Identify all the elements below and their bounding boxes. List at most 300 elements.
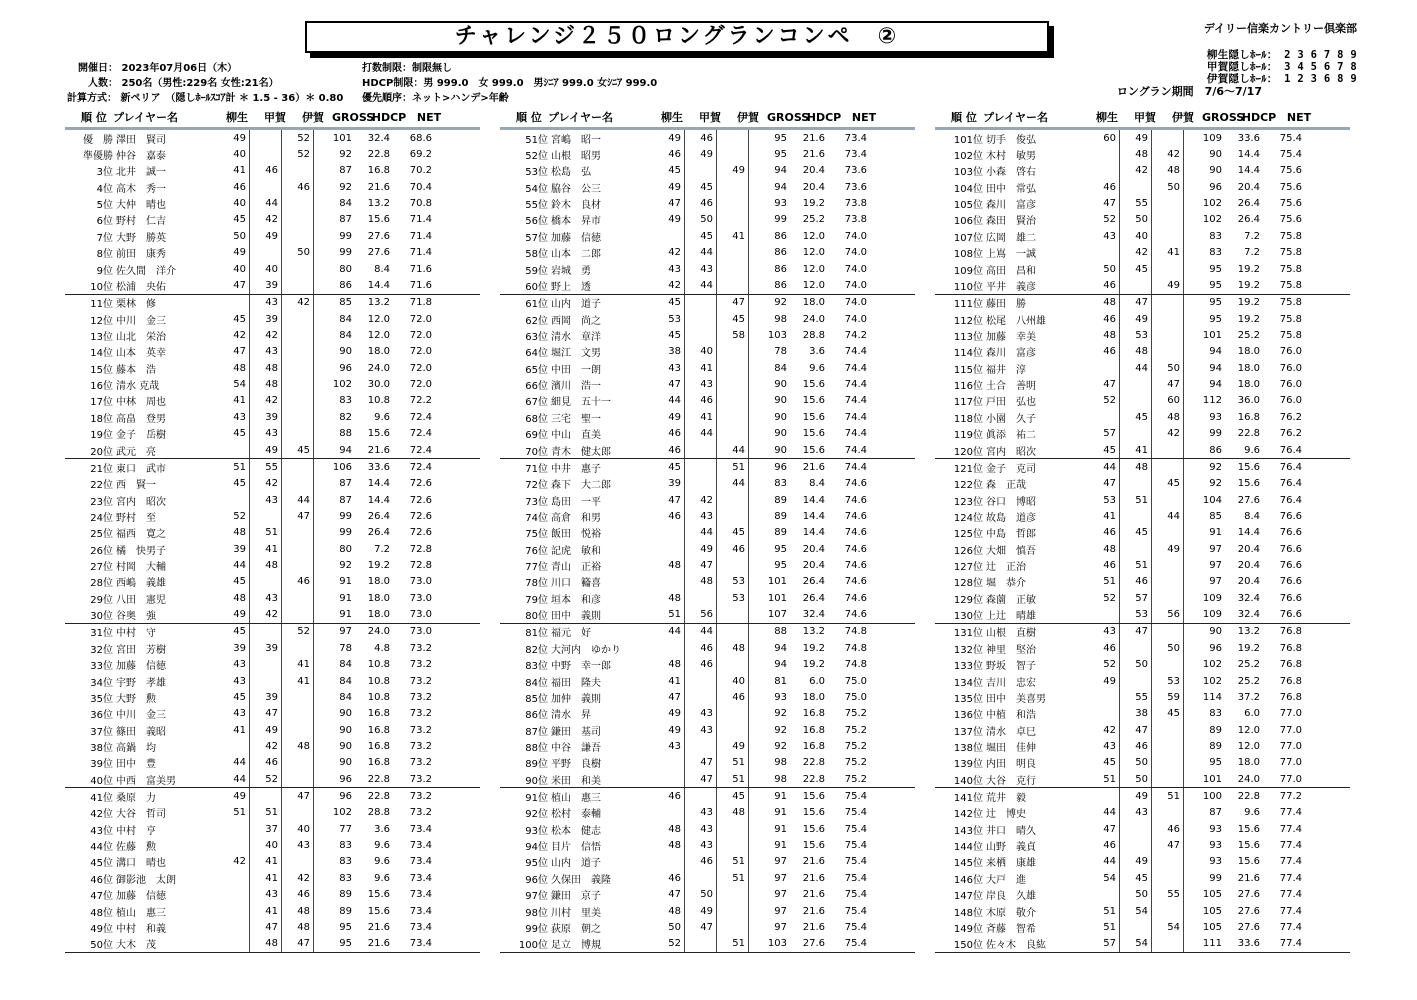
table-cell: 74.4 — [844, 411, 867, 423]
table-row — [500, 311, 915, 327]
table-cell: 84 — [339, 659, 352, 671]
table-cell: 120位 — [953, 446, 983, 458]
table-cell: 溝口 晴也 — [116, 858, 166, 870]
table-row — [500, 624, 915, 640]
table-cell: 91 — [1209, 527, 1222, 539]
table-cell: 49 — [250, 442, 282, 458]
table-cell: 47 — [653, 492, 685, 508]
table-cell: 86位 — [525, 710, 548, 722]
table-cell: 21.6 — [1237, 872, 1260, 884]
table-cell: 75位 — [525, 529, 548, 541]
table-cell: 平井 義彦 — [986, 281, 1036, 293]
table-cell: 28.8 — [802, 329, 825, 341]
table-cell: 3.6 — [809, 346, 825, 358]
table-cell: 123位 — [953, 496, 983, 508]
table-cell: 81 — [774, 675, 787, 687]
page-title: チャレンジ２５０ロングランコンペ ② — [305, 21, 1049, 53]
table-cell: 73位 — [525, 496, 548, 508]
table-cell: 27位 — [90, 562, 113, 574]
table-cell: 26.4 — [1237, 198, 1260, 210]
table-cell: 73.4 — [409, 840, 432, 852]
table-cell: 45 — [218, 425, 250, 441]
table-cell: 6位 — [96, 216, 113, 228]
hdcp-limit: HDCP制限：男 999.0 女 999.0 男ｼﾆｱ 999.0 女ｼﾆｱ 999.0 — [362, 78, 658, 89]
table-cell: 49 — [653, 409, 685, 425]
table-cell: 71.4 — [409, 247, 432, 259]
table-cell: 77.0 — [1279, 757, 1302, 769]
table-cell — [250, 130, 282, 146]
table-cell: 鎌田 基司 — [551, 726, 601, 738]
table-cell: 42 — [1120, 245, 1152, 261]
table-row — [500, 606, 915, 623]
table-row — [935, 476, 1350, 492]
table-cell — [1152, 574, 1184, 590]
table-cell: 木村 敏男 — [986, 151, 1036, 163]
table-cell: 54 — [1120, 936, 1152, 952]
table-cell: 71.4 — [409, 230, 432, 242]
table-cell — [685, 590, 717, 606]
table-cell: 48 — [1120, 344, 1152, 360]
table-cell: 47 — [653, 689, 685, 705]
table-cell: 44 — [1088, 459, 1120, 475]
table-cell: 山北 栄治 — [116, 331, 166, 343]
table-cell: 50 — [1120, 887, 1152, 903]
table-cell: 中野 幸一郎 — [551, 661, 611, 673]
table-cell: 14.4 — [1237, 149, 1260, 161]
table-cell: 75.2 — [844, 724, 867, 736]
table-cell: 来栖 康雄 — [986, 858, 1036, 870]
table-cell — [1088, 163, 1120, 179]
table-cell: 104 — [1202, 494, 1222, 506]
table-cell: 131位 — [953, 628, 983, 640]
table-cell: 福元 好 — [551, 628, 591, 640]
table-cell: 102 — [1202, 214, 1222, 226]
table-cell: 73.4 — [409, 889, 432, 901]
table-cell: 96 — [339, 362, 352, 374]
table-row — [935, 344, 1350, 360]
table-cell: 21.6 — [367, 444, 390, 456]
table-cell: 127位 — [953, 562, 983, 574]
table-cell: 48 — [250, 360, 282, 376]
table-cell: 46 — [282, 179, 314, 195]
table-cell: 松本 健志 — [551, 825, 601, 837]
table-cell: 47 — [653, 195, 685, 211]
table-cell — [282, 393, 314, 409]
table-cell: 82位 — [525, 644, 548, 656]
table-row — [500, 837, 915, 853]
table-cell: 加藤 信徳 — [551, 232, 601, 244]
table-cell: 26.4 — [1237, 214, 1260, 226]
table-cell: 77.2 — [1279, 791, 1302, 803]
table-cell: 52位 — [525, 151, 548, 163]
table-cell: 86 — [774, 230, 787, 242]
table-cell: 49 — [1120, 130, 1152, 146]
column-header: GROSS — [332, 110, 375, 124]
table-cell: 46 — [1088, 525, 1120, 541]
table-cell: 堀田 佳伸 — [986, 742, 1036, 754]
table-cell: 48 — [653, 821, 685, 837]
table-cell: 48位 — [90, 907, 113, 919]
table-cell: 45 — [1120, 261, 1152, 277]
table-cell: 51 — [717, 854, 749, 870]
table-cell: 45位 — [90, 858, 113, 870]
table-cell: 12.0 — [802, 263, 825, 275]
table-row — [935, 689, 1350, 705]
table-cell: 83 — [339, 840, 352, 852]
table-cell: 136位 — [953, 710, 983, 722]
table-cell: 90 — [774, 379, 787, 391]
table-cell: 18位 — [90, 413, 113, 425]
table-cell: 44 — [653, 624, 685, 640]
table-cell — [1152, 525, 1184, 541]
table-cell: 39 — [250, 689, 282, 705]
table-cell: 105 — [1202, 921, 1222, 933]
table-cell: 43 — [1120, 805, 1152, 821]
table-cell: 80 — [339, 263, 352, 275]
table-cell — [717, 130, 749, 146]
table-cell: 49 — [218, 788, 250, 804]
table-cell: 加藤 信徳 — [116, 891, 166, 903]
table-cell: 14.4 — [802, 510, 825, 522]
table-cell: 46 — [685, 393, 717, 409]
table-cell: 12.0 — [1237, 740, 1260, 752]
table-cell: 準優勝 — [83, 151, 113, 163]
table-cell: 17位 — [90, 397, 113, 409]
table-cell: 83 — [1209, 247, 1222, 259]
table-cell: 45 — [717, 311, 749, 327]
table-cell: 71位 — [525, 463, 548, 475]
table-cell — [282, 163, 314, 179]
table-row — [935, 295, 1350, 311]
table-cell: 90 — [774, 411, 787, 423]
table-cell: 15.6 — [802, 791, 825, 803]
table-cell — [685, 295, 717, 311]
table-cell — [717, 903, 749, 919]
table-cell: 47 — [250, 706, 282, 722]
table-cell: 75.8 — [1279, 329, 1302, 341]
table-row — [65, 393, 480, 409]
table-cell: 51 — [1088, 903, 1120, 919]
table-cell: 16位 — [90, 381, 113, 393]
table-cell: 92 — [774, 724, 787, 736]
table-cell: 中村 和義 — [116, 923, 166, 935]
column-header: GROSS — [767, 110, 810, 124]
table-cell: 高田 昌和 — [986, 265, 1036, 277]
table-cell: 42 — [250, 606, 282, 622]
table-cell — [653, 541, 685, 557]
table-cell: 53 — [1088, 492, 1120, 508]
table-cell: 44 — [218, 557, 250, 573]
table-cell: 76.0 — [1279, 346, 1302, 358]
table-cell: 43 — [685, 821, 717, 837]
column-header: HDCP — [371, 110, 407, 124]
table-cell: 40 — [218, 195, 250, 211]
table-cell: 48 — [250, 557, 282, 573]
table-cell: 39位 — [90, 759, 113, 771]
table-cell: 32.4 — [1237, 609, 1260, 621]
table-cell: 30位 — [90, 611, 113, 623]
table-cell: 45 — [1120, 870, 1152, 886]
table-cell: 75.0 — [844, 691, 867, 703]
table-cell: 76.8 — [1279, 642, 1302, 654]
table-cell: 森 正哉 — [986, 480, 1026, 492]
table-cell — [1152, 854, 1184, 870]
table-cell: 93 — [1209, 411, 1222, 423]
table-cell: 37 — [250, 821, 282, 837]
table-cell: 斉藤 智希 — [986, 923, 1036, 935]
table-cell: 56 — [1152, 606, 1184, 622]
table-cell: 9.6 — [809, 362, 825, 374]
table-cell: 御影池 太朗 — [116, 874, 176, 886]
table-cell: 73.6 — [844, 165, 867, 177]
table-row — [500, 657, 915, 673]
table-cell: 76.6 — [1279, 576, 1302, 588]
table-cell: 41 — [218, 393, 250, 409]
table-cell: 21.6 — [802, 905, 825, 917]
table-cell: 27.6 — [367, 230, 390, 242]
table-cell: 44 — [1152, 508, 1184, 524]
table-cell: 宮内 昭次 — [116, 496, 166, 508]
table-cell: 115位 — [953, 364, 983, 376]
table-cell: 50 — [1120, 657, 1152, 673]
table-cell: 46 — [717, 689, 749, 705]
table-cell: 43 — [250, 425, 282, 441]
table-row — [500, 245, 915, 261]
table-cell: 54 — [218, 376, 250, 392]
table-cell: 89 — [1209, 724, 1222, 736]
table-cell: 51 — [717, 459, 749, 475]
table-cell: 52 — [1088, 657, 1120, 673]
table-cell: 99 — [774, 214, 787, 226]
table-cell: 47 — [1152, 376, 1184, 392]
table-cell: 中井 惠子 — [551, 463, 601, 475]
table-cell: 47 — [1152, 837, 1184, 853]
table-row — [935, 311, 1350, 327]
table-cell: 143位 — [953, 825, 983, 837]
table-cell — [1120, 376, 1152, 392]
table-cell: 14.4 — [802, 494, 825, 506]
table-cell: 西 賢一 — [116, 480, 156, 492]
table-cell: 77.0 — [1279, 708, 1302, 720]
table-cell: 14.4 — [1237, 165, 1260, 177]
table-cell: 73.2 — [409, 708, 432, 720]
table-cell: 44 — [685, 425, 717, 441]
table-cell: 43 — [685, 261, 717, 277]
table-cell: 86 — [339, 279, 352, 291]
table-cell: 青木 健太郎 — [551, 446, 611, 458]
table-cell: 中林 周也 — [116, 397, 166, 409]
table-cell: 76.2 — [1279, 411, 1302, 423]
table-cell: 武元 亮 — [116, 446, 156, 458]
table-cell: 46 — [653, 442, 685, 458]
table-cell — [1152, 130, 1184, 146]
table-cell: 74.4 — [844, 395, 867, 407]
table-cell: 94 — [774, 659, 787, 671]
table-cell — [1120, 179, 1152, 195]
table-row — [500, 525, 915, 541]
table-cell: 105 — [1202, 889, 1222, 901]
table-cell: 48 — [717, 640, 749, 656]
table-cell: 25.2 — [802, 214, 825, 226]
table-cell: 22.8 — [367, 149, 390, 161]
calc-method: 計算方式： 新ペリア （隠しﾎｰﾙｽｺｱ計 ＊ 1.5 - 36）＊ 0.80 — [67, 93, 344, 104]
table-cell: 101 — [1202, 329, 1222, 341]
table-row — [500, 179, 915, 195]
table-cell: 植山 惠三 — [116, 907, 166, 919]
table-cell: 74.0 — [844, 247, 867, 259]
table-cell: 細見 五十一 — [551, 397, 611, 409]
table-cell — [1152, 903, 1184, 919]
table-cell: 金子 克司 — [986, 463, 1036, 475]
table-cell: 49 — [218, 606, 250, 622]
table-cell: 88位 — [525, 742, 548, 754]
column-header: 甲賀 — [1134, 111, 1156, 124]
table-cell: 102 — [1202, 198, 1222, 210]
table-cell: 52 — [218, 508, 250, 524]
table-cell — [653, 525, 685, 541]
table-cell: 92 — [774, 740, 787, 752]
table-cell: 42 — [250, 393, 282, 409]
table-cell: 84 — [339, 198, 352, 210]
table-cell: 49 — [1088, 673, 1120, 689]
table-cell — [1152, 755, 1184, 771]
table-cell: 49 — [685, 146, 717, 162]
table-row — [935, 376, 1350, 392]
table-cell: 89 — [774, 527, 787, 539]
table-cell: 47 — [1088, 476, 1120, 492]
table-cell: 97 — [1209, 543, 1222, 555]
table-cell: 47 — [282, 788, 314, 804]
hidden-holes-iga: 伊賀隠しﾎｰﾙ： 1 2 3 6 8 9 — [1206, 73, 1357, 85]
table-cell: 27.6 — [1237, 494, 1260, 506]
table-cell: 135位 — [953, 693, 983, 705]
table-cell: 52 — [282, 130, 314, 146]
table-cell: 13.2 — [367, 297, 390, 309]
table-cell: 記虎 敏和 — [551, 545, 601, 557]
table-cell: 15.6 — [1237, 840, 1260, 852]
table-cell: 荻原 朝之 — [551, 923, 601, 935]
table-row — [500, 261, 915, 277]
table-row — [935, 442, 1350, 459]
table-cell: 7.2 — [1244, 230, 1260, 242]
table-cell: 137位 — [953, 726, 983, 738]
table-cell: 50 — [1152, 179, 1184, 195]
table-cell: 20.4 — [1237, 543, 1260, 555]
table-cell — [218, 870, 250, 886]
table-row — [935, 425, 1350, 441]
table-cell: 山内 道子 — [551, 299, 601, 311]
table-cell: 42 — [250, 212, 282, 228]
table-cell: 中村 守 — [116, 628, 156, 640]
table-row — [65, 722, 480, 738]
table-cell: 43 — [1088, 738, 1120, 754]
table-cell: 15位 — [90, 364, 113, 376]
table-cell: 84位 — [525, 677, 548, 689]
table-row — [65, 903, 480, 919]
table-cell — [685, 476, 717, 492]
table-cell: 43 — [250, 887, 282, 903]
table-cell: 加仲 義則 — [551, 693, 601, 705]
table-cell: 川村 里美 — [551, 907, 601, 919]
table-cell: 98 — [774, 773, 787, 785]
table-cell: 46 — [250, 755, 282, 771]
column-header-row — [65, 107, 480, 130]
table-cell: 50 — [653, 919, 685, 935]
table-cell: 109 — [1202, 609, 1222, 621]
table-cell: 73.4 — [409, 905, 432, 917]
table-cell: 83 — [339, 856, 352, 868]
table-cell: 94 — [774, 181, 787, 193]
priority-order: 優先順序：ネット>ハンデ>年齢 — [362, 93, 509, 104]
table-cell: 70位 — [525, 446, 548, 458]
event-date: 開催日： 2023年07月06日（木） — [78, 63, 238, 74]
table-cell: 56 — [685, 606, 717, 622]
table-cell: 47 — [717, 295, 749, 311]
table-cell: 75.4 — [844, 807, 867, 819]
table-cell: 49 — [1120, 788, 1152, 804]
table-cell: 中島 哲郎 — [986, 529, 1036, 541]
table-cell: 44位 — [90, 842, 113, 854]
table-cell — [1120, 640, 1152, 656]
table-cell: 47 — [282, 936, 314, 952]
table-cell: 113位 — [953, 331, 983, 343]
table-cell: 74.6 — [844, 609, 867, 621]
table-cell: 49 — [653, 706, 685, 722]
table-cell: 広岡 雄二 — [986, 232, 1036, 244]
table-cell: 9.6 — [374, 872, 390, 884]
table-cell: 97 — [774, 905, 787, 917]
table-cell — [685, 870, 717, 886]
table-cell: 島田 一平 — [551, 496, 601, 508]
table-cell: 92 — [339, 149, 352, 161]
table-row — [65, 755, 480, 771]
table-cell: 橘 快男子 — [116, 545, 166, 557]
table-cell: 87位 — [525, 726, 548, 738]
table-cell: 松浦 央佑 — [116, 281, 166, 293]
table-cell: 濱川 浩一 — [551, 381, 601, 393]
table-cell: 73.2 — [409, 791, 432, 803]
table-row — [500, 360, 915, 376]
table-cell: 15.6 — [802, 823, 825, 835]
table-cell: 44 — [1120, 360, 1152, 376]
table-cell: 89位 — [525, 759, 548, 771]
table-cell: 43 — [685, 805, 717, 821]
table-cell: 24.0 — [367, 362, 390, 374]
column-header: プレイヤー名 — [548, 111, 614, 124]
table-cell: 45 — [218, 624, 250, 640]
table-cell: 39 — [250, 640, 282, 656]
table-cell: 74.6 — [844, 494, 867, 506]
table-cell: 95 — [1209, 757, 1222, 769]
table-cell: 73.4 — [409, 872, 432, 884]
table-cell: 119位 — [953, 430, 983, 442]
table-cell: 93位 — [525, 825, 548, 837]
table-cell: 91 — [774, 791, 787, 803]
table-cell: 15.6 — [1237, 461, 1260, 473]
table-cell: 14.4 — [367, 494, 390, 506]
table-cell: 49 — [653, 130, 685, 146]
table-cell: 99 — [1209, 428, 1222, 440]
table-cell: 48 — [653, 557, 685, 573]
table-cell: 54 — [1120, 903, 1152, 919]
table-cell: 129位 — [953, 594, 983, 606]
table-cell: 47位 — [90, 891, 113, 903]
table-row — [935, 903, 1350, 919]
table-cell: 31位 — [90, 628, 113, 640]
table-row — [65, 277, 480, 294]
table-cell: 55 — [1152, 887, 1184, 903]
table-cell: 94 — [774, 165, 787, 177]
